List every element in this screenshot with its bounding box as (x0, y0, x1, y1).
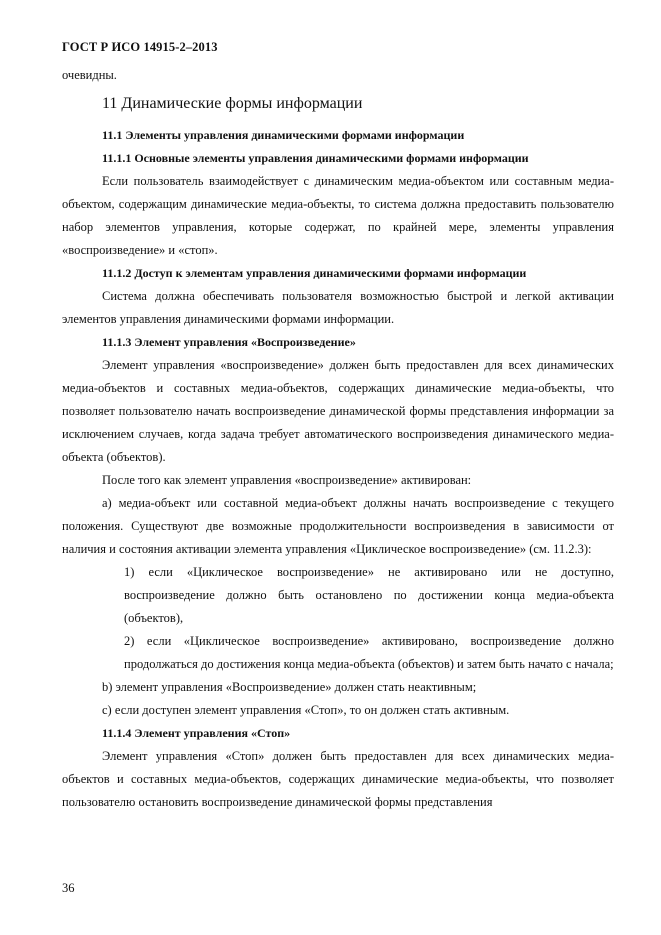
list-item-c: с) если доступен элемент управления «Стоп», то он должен стать активным. (102, 703, 510, 717)
standard-header: ГОСТ Р ИСО 14915-2–2013 (62, 40, 218, 54)
lead-text: очевидны. (62, 68, 117, 82)
list-item-a-1: 1) если «Циклическое воспроизведение» не активировано или не доступно, воспроизведение должно быть остановлено по достижении конца медиа-объекта (объектов), (124, 565, 614, 625)
subsection-11-1-4-title: 11.1.4 Элемент управления «Стоп» (102, 726, 291, 740)
subsection-11-1-2-title: 11.1.2 Доступ к элементам управления динамическими формами информации (102, 266, 527, 280)
paragraph-11-1-2: Система должна обеспечивать пользователя возможностью быстрой и легкой активации элементов управления динамическими формами информации. (62, 289, 614, 326)
page-content (62, 64, 614, 814)
subsection-11-1-3-title: 11.1.3 Элемент управления «Воспроизведение» (102, 335, 356, 349)
paragraph-11-1-1: Если пользователь взаимодействует с динамическим медиа-объектом или составным медиа-объектом, содержащим динамические медиа-объекты, то система должна предоставить пользователю набор элементов управления, которые содержат, по крайней мере, элементы управления «воспроизведение» и «стоп». (62, 174, 614, 257)
list-item-b: b) элемент управления «Воспроизведение» должен стать неактивным; (102, 680, 477, 694)
page-number: 36 (62, 881, 75, 895)
nested-list (124, 561, 614, 676)
section-title: 11 Динамические формы информации (102, 95, 363, 112)
list-item-a: а) медиа-объект или составной медиа-объект должны начать воспроизведение с текущего положения. Существуют две возможные продолжительности воспроизведения в зависимости от наличия и состояния активации элемента управления «Циклическое воспроизведение» (см. 11.2.3): (62, 496, 614, 556)
list-item-a-2: 2) если «Циклическое воспроизведение» активировано, воспроизведение должно продолжаться до достижения конца медиа-объекта (объектов) и затем быть начато с начала; (124, 634, 614, 671)
subsection-11-1-title: 11.1 Элементы управления динамическими формами информации (102, 128, 465, 142)
paragraph-11-1-4: Элемент управления «Стоп» должен быть предоставлен для всех динамических медиа-объектов и составных медиа-объектов, содержащих динамические медиа-объекты, что позволяет пользователю остановить воспроизведение динамической формы представления (62, 749, 614, 809)
paragraph-11-1-3: Элемент управления «воспроизведение» должен быть предоставлен для всех динамических медиа-объектов и составных медиа-объектов, содержащих динамические медиа-объекты, что позволяет пользователю начать воспроизведение динамической формы представления информации за исключением случаев, когда задача требует автоматического воспроизведения динамического медиа-объекта (объектов). (62, 358, 614, 464)
paragraph-after-activation: После того как элемент управления «воспроизведение» активирован: (102, 473, 472, 487)
subsection-11-1-1-title: 11.1.1 Основные элементы управления динамическими формами информации (102, 151, 529, 165)
